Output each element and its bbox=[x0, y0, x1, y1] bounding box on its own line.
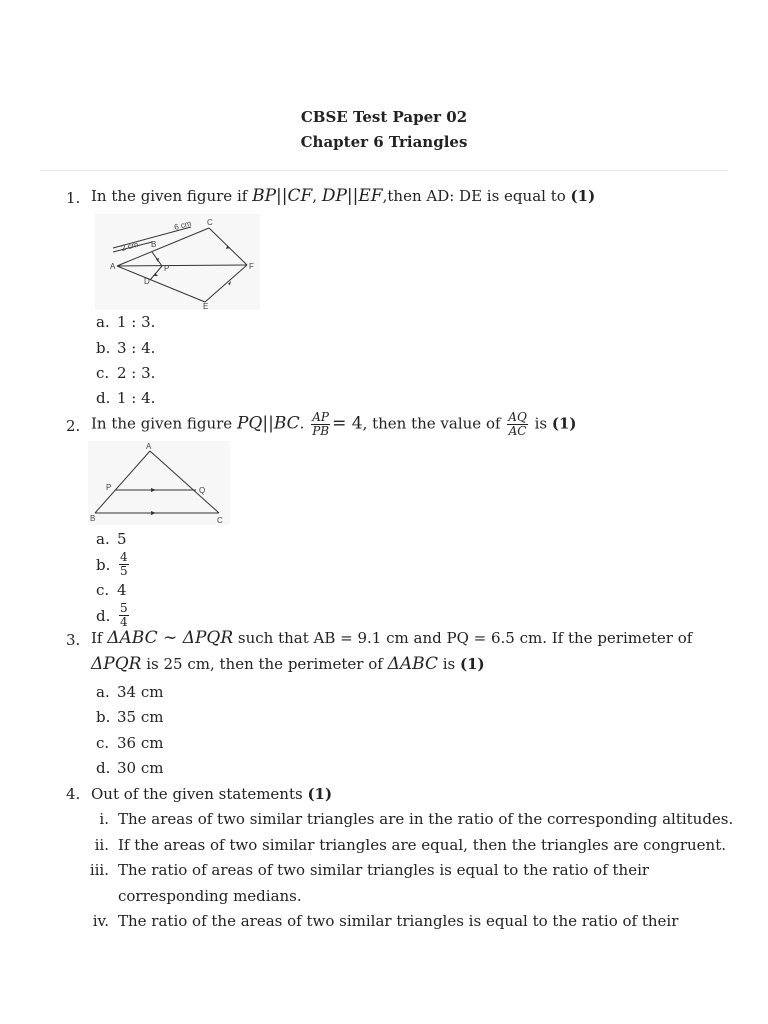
option-b[interactable]: b. 3 : 4. bbox=[96, 339, 156, 357]
q1-label-6cm: 6 cm bbox=[173, 218, 193, 232]
option-c[interactable]: c. 36 cm bbox=[96, 734, 164, 752]
fraction: $\frac{AQ}{AC}$ bbox=[508, 410, 527, 438]
question-number: 3. bbox=[66, 631, 81, 649]
option-a[interactable]: a. 34 cm bbox=[96, 683, 164, 701]
option-c[interactable]: c. 2 : 3. bbox=[96, 364, 156, 382]
option-b[interactable]: b. $\frac{4}{5}$ bbox=[96, 550, 128, 578]
fraction: $\frac{AP}{PB}$ bbox=[312, 410, 330, 438]
q2-label-C: C bbox=[217, 516, 223, 525]
q1-label-A: A bbox=[110, 262, 116, 271]
q2-label-P: P bbox=[106, 483, 112, 492]
question-text-cont: ΔPQR is 25 cm, then the perimeter of ΔABC is (1) bbox=[91, 654, 485, 674]
q1-label-B: B bbox=[151, 240, 157, 249]
fraction: $\frac{5}{4}$ bbox=[120, 601, 128, 629]
q2-figure bbox=[88, 441, 230, 525]
question-text: In the given figure if BP||CF, DP||EF,then AD: DE is equal to (1) bbox=[91, 186, 596, 206]
option-a[interactable]: a. 1 : 3. bbox=[96, 313, 156, 331]
q1-figure bbox=[95, 214, 260, 310]
q1-label-D: D bbox=[144, 277, 150, 286]
page-subtitle: Chapter 6 Triangles bbox=[300, 133, 468, 151]
q2-label-B: B bbox=[90, 514, 96, 523]
q1-label-C: C bbox=[207, 218, 213, 227]
question-text: In the given figure PQ||BC. $\frac{AP}{PB}$ = 4, then the value of $\frac{AQ}{AC}$ is (1) bbox=[91, 410, 577, 438]
option-d[interactable]: d. 30 cm bbox=[96, 759, 164, 777]
q2-label-Q: Q bbox=[199, 486, 206, 495]
q1-label-F: F bbox=[249, 262, 254, 271]
q1-label-2cm: 2 cm bbox=[120, 239, 140, 253]
option-c[interactable]: c. 4 bbox=[96, 581, 127, 599]
q2-label-A: A bbox=[146, 442, 152, 451]
option-a[interactable]: a. 5 bbox=[96, 530, 127, 548]
header-divider bbox=[40, 170, 728, 171]
question-number: 4. bbox=[66, 785, 81, 803]
option-d[interactable]: d. 1 : 4. bbox=[96, 389, 156, 407]
question-number: 2. bbox=[66, 417, 81, 435]
q1-label-P: P bbox=[164, 264, 170, 273]
question-text: If ΔABC ∼ ΔPQR such that AB = 9.1 cm and PQ = 6.5 cm. If the perimeter of bbox=[91, 628, 693, 648]
option-b[interactable]: b. 35 cm bbox=[96, 708, 164, 726]
question-text: Out of the given statements (1) bbox=[91, 785, 333, 803]
page-title: CBSE Test Paper 02 bbox=[300, 108, 468, 126]
option-d[interactable]: d. $\frac{5}{4}$ bbox=[96, 601, 128, 629]
question-number: 1. bbox=[66, 189, 81, 207]
fraction: $\frac{4}{5}$ bbox=[120, 550, 128, 578]
q1-label-E: E bbox=[203, 302, 209, 310]
